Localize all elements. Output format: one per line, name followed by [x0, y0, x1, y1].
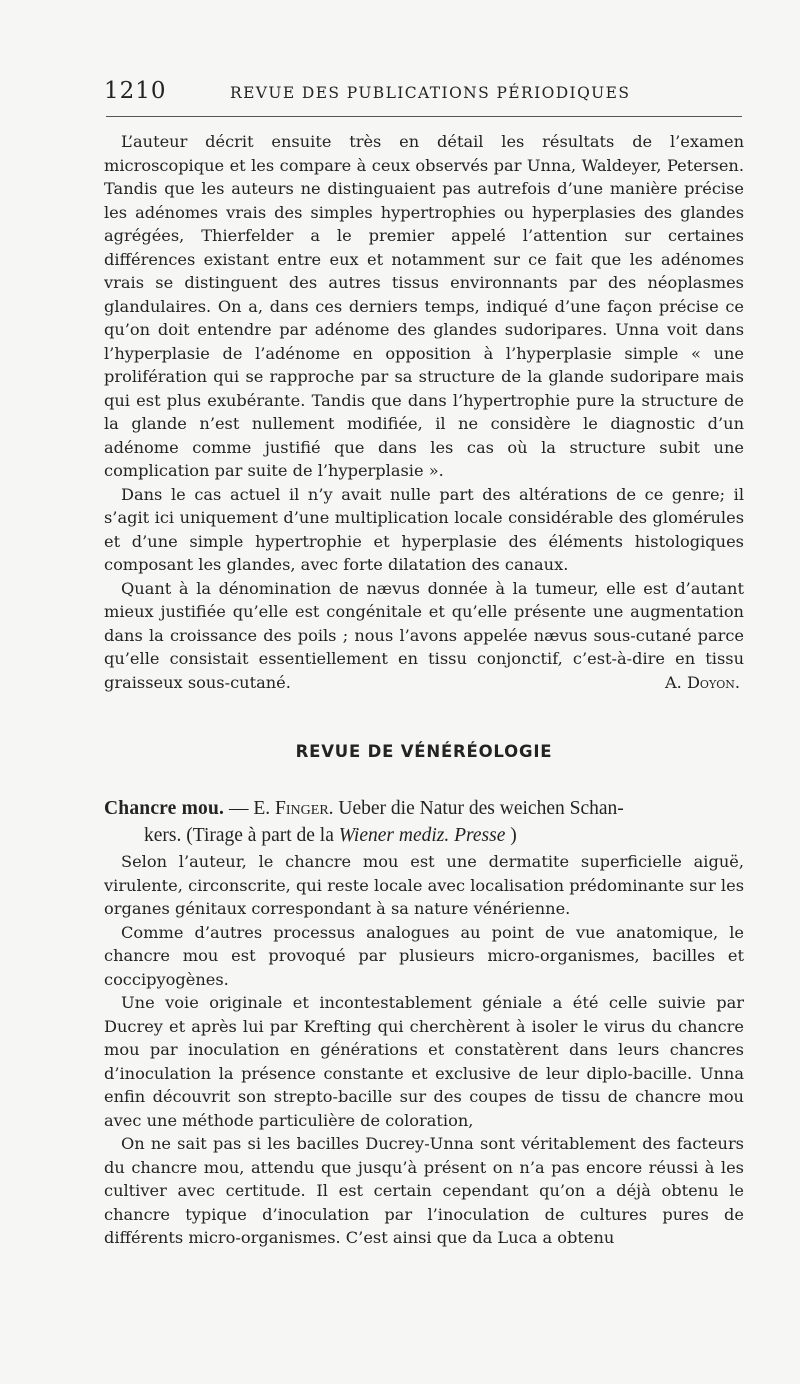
paragraph: On ne sait pas si les bacilles Ducrey-Unna sont véritablement des facteurs du chancre mou, attendu que jusqu’à présent on n’a pas encore réussi à les cultiver avec certitude. Il est certain cependant qu’on a déjà obtenu le chancre typique d’inoculation par l’inoculation de cultures pures de différents micro-organismes. C’est ainsi que da Luca a obtenu [104, 1134, 744, 1247]
heading-dash: — [224, 798, 254, 819]
paragraph [104, 577, 744, 695]
section-heading: REVUE DE VÉNÉRÉOLOGIE [295, 742, 553, 761]
paragraph: Comme d’autres processus analogues au point de vue anatomique, le chancre mou est provoqué par plusieurs micro-organismes, bacilles et coccipyogènes. [104, 922, 744, 989]
article-lead: Chancre mou. [104, 798, 225, 819]
article-title-line2: kers. (Tirage à part de la [144, 825, 339, 846]
running-head [104, 78, 744, 108]
article-author: E. Finger. [253, 798, 334, 819]
paragraph: Selon l’auteur, le chancre mou est une dermatite superficielle aiguë, virulente, circonscrite, qui reste locale avec localisation prédominante sur les organes génitaux correspondant à sa nature vénérienne. [104, 852, 744, 918]
page-number: 1210 [104, 78, 167, 104]
paragraph-text: Quant à la dénomination de nævus donnée à la tumeur, elle est d’autant mieux justifiée qu’elle est congénitale et qu’elle présente une augmentation dans la croissance des poils ; nous l’avons appelée nævus sous-cutané parce qu’elle consistait essentiellement en tissu conjonctif, c’est-à-dire en tissu graisseux sous-cutané. [104, 578, 744, 692]
header-rule [106, 116, 742, 117]
paragraph: L’auteur décrit ensuite très en détail les résultats de l’examen microscopique et les compare à ceux observés par Unna, Waldeyer, Petersen. Tandis que les auteurs ne distinguaient pas autrefois d’une manière précise les adénomes vrais des simples hypertrophies ou hyperplasies des glandes agrégées, Thierfelder a le premier appelé l’attention sur certaines différences existant entre eux et notamment sur ce fait que les adénomes vrais se distinguent des autres tissus environnants par des néoplasmes glandulaires. On a, dans ces derniers temps, indiqué d’une façon précise ce qu’on doit entendre par adénome des glandes sudoripares. Unna voit dans l’hyperplasie de l’adénome en opposition à l’hyperplasie simple « une prolifération qui se rapproche par sa structure de la glande sudoripare mais qui est plus exubérante. Tandis que dans l’hypertrophie pure la structure de la glande n’est nullement modifiée, il ne considère le diagnostic d’un adénome comme justifié que dans les cas où la structure subit une complication par suite de l’hyperplasie ». [104, 132, 744, 480]
article-title-line2-wrap [104, 822, 744, 849]
paragraph: Dans le cas actuel il n’y avait nulle part des altérations de ce genre; il s’agit ici uniquement d’une multiplication locale considérable des glomérules et d’une simple hypertrophie et hyperplasie des éléments histologiques composant les glandes, avec forte dilatation des canaux. [104, 484, 744, 574]
publication-name: Wiener mediz. Presse [338, 825, 506, 846]
article-heading [104, 795, 744, 849]
previous-article-text [104, 130, 744, 694]
paragraph: Une voie originale et incontestablement géniale a été celle suivie par Ducrey et après lui par Krefting qui cherchèrent à isoler le virus du chancre mou par inoculation en générations et constatèrent dans leurs chancres d’inoculation la présence constante et exclusive de leur diplo-bacille. Unna enfin découvrit son strepto-bacille sur des coupes de tissu de chancre mou avec une méthode particulière de coloration, [104, 993, 744, 1130]
article-title-end: ) [505, 825, 517, 846]
journal-title: REVUE DES PUBLICATIONS PÉRIODIQUES [230, 84, 631, 102]
signature: A. Doyon. [664, 672, 740, 692]
article-text [104, 850, 744, 1250]
article-title-line1: Ueber die Natur des weichen Schan- [333, 798, 624, 819]
